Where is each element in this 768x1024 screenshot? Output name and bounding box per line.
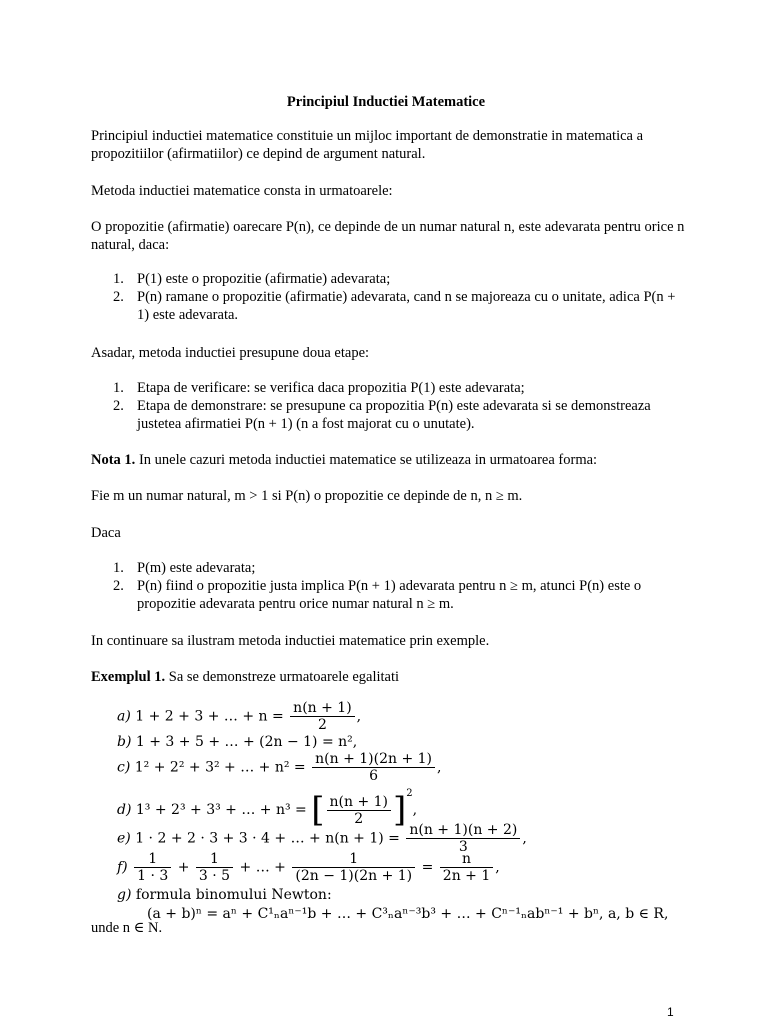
formula-g-label: g) formula binomului Newton: bbox=[117, 887, 332, 903]
example-heading: Exemplul 1. Sa se demonstreze urmatoarele egalitati bbox=[91, 669, 400, 685]
proposition-paragraph: O propozitie (afirmatie) oarecare P(n), ce depinde de un numar natural n, este adevarata pentru orice n natural, daca: bbox=[91, 219, 685, 253]
steps-intro: Asadar, metoda inductiei presupune doua etape: bbox=[91, 345, 370, 361]
document-title: Principiul Inductiei Matematice bbox=[286, 94, 486, 110]
list-item: 2. P(n) fiind o propozitie justa implica P(n + 1) adevarata pentru n ≥ m, atunci P(n) este o propozitie adevarata pentru orice numar natural n ≥ m. bbox=[113, 578, 642, 612]
if-list bbox=[91, 559, 691, 613]
method-paragraph: Metoda inductiei matematice consta in urmatoarele: bbox=[91, 183, 393, 199]
conditions-list bbox=[91, 270, 691, 324]
unde-text: unde n ∈ N. bbox=[91, 920, 163, 936]
formula-c: c) 1² + 2² + 3² + … + n² = $\frac{n(n + 1)(2n + 1)}{6}$ , bbox=[117, 751, 442, 784]
formula-g: (a + b)ⁿ = aⁿ + C¹ₙaⁿ⁻¹b + … + C³ₙaⁿ⁻³b³ + … + Cⁿ⁻¹ₙabⁿ⁻¹ + bⁿ, a, b ∈ R, bbox=[147, 906, 669, 922]
if-paragraph: Daca bbox=[91, 525, 121, 541]
note-paragraph: Nota 1. In unele cazuri metoda inductiei matematice se utilizeaza in urmatoarea forma: bbox=[91, 452, 598, 468]
continue-paragraph: In continuare sa ilustram metoda inductiei matematice prin exemple. bbox=[91, 633, 490, 649]
formula-e: e) 1 · 2 + 2 · 3 + 3 · 4 + … + n(n + 1) = $\frac{n(n + 1)(n + 2)}{3}$ , bbox=[117, 822, 527, 855]
page-number: 1 bbox=[667, 1005, 674, 1019]
formula-d: d) 1³ + 2³ + 3³ + … + n³ = [ $\frac{n(n + 1)}{2}$ ]$^2$, bbox=[117, 788, 418, 830]
list-item: 2. Etapa de demonstrare: se presupune ca propozitia P(n) este adevarata si se demonstreaza justetea afirmatiei P(n + 1) (n a fost majorat cu o unutate). bbox=[113, 398, 651, 432]
list-item: 1. Etapa de verificare: se verifica daca propozitia P(1) este adevarata; bbox=[113, 380, 525, 396]
list-item: 1. P(1) este o propozitie (afirmatie) adevarata; bbox=[113, 271, 391, 287]
list-item: 2. P(n) ramane o propozitie (afirmatie) adevarata, cand n se majoreaza cu o unitate, adica P(n + 1) este adevarata. bbox=[113, 289, 676, 323]
intro-paragraph: Principiul inductiei matematice constituie un mijloc important de demonstratie in matematica a propozitiilor (afirmatiilor) ce depind de argument natural. bbox=[91, 128, 644, 162]
formula-b: b) 1 + 3 + 5 + … + (2n − 1) = n², bbox=[117, 734, 358, 750]
steps-list bbox=[91, 379, 691, 433]
list-item: 1. P(m) este adevarata; bbox=[113, 560, 256, 576]
let-paragraph: Fie m un numar natural, m > 1 si P(n) o propozitie ce depinde de n, n ≥ m. bbox=[91, 488, 523, 504]
formula-a: a) 1 + 2 + 3 + … + n = $\frac{n(n + 1)}{2}$ , bbox=[117, 700, 362, 733]
formula-f: f) $\frac{1}{1 \cdot 3}$ + $\frac{1}{3 \cdot 5}$ + … + $\frac{1}{(2n - 1)(2n + 1)}$ = $\frac{n}{2n + 1}$ , bbox=[117, 851, 500, 884]
